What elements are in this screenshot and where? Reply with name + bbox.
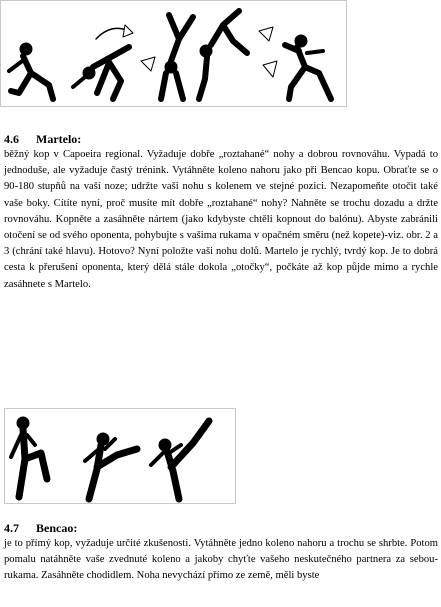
bencao-illustration <box>4 408 236 504</box>
section-heading-bencao <box>4 521 77 536</box>
martelo-illustration <box>0 0 347 107</box>
martelo-sequence-image <box>1 1 346 106</box>
section-text-bencao: je to přímý kop, vyžaduje určité zkušenosti. Vytáhněte jedno koleno nahoru a trochu se shrbte. Potom pomalu natáhněte vaše zvednuté koleno a jakoby chyťte vašeho neskutečného partnera za sebou-rukama. Zasáhněte chodidlem. Noha nevychází přímo ze země, měli byste <box>4 538 438 582</box>
section-heading-martelo <box>4 132 81 147</box>
section-number: 4.7 <box>4 521 19 535</box>
section-number: 4.6 <box>4 132 19 146</box>
section-text-martelo: běžný kop v Capoeira regional. Vyžaduje dobře „roztahané“ nohy a dobrou rovnováhu. Vypadá to jednoduše, ale vyžaduje častý trénink. Vytáhněte koleno nahoru jako při Bencao kopu. Obraťte se o 90-180 stupňů na vaší noze; udržte vaši nohu s kolenem ve stejné pozici. Nezapomeňte otočit také vaše boky. Cítíte nyní, proč musíte mít dobře „roztahané“ nohy? Nahněte se trochu dozadu a držte rovnováhu. Kopněte a zasáhněte nártem (jako kdybyste chtěli kopnout do balónu). Abyste zabránili otočení se od svého oponenta, pohybujte s vašima rukama v opačném směru (než kopete)-viz. obr. 2 a 3 (chrání také hlavu). Hotovo? Nyní položte vaši nohu dolů. Martelo je rychlý, tvrdý kop. Je to dobrá cesta k přerušení oponenta, který dělá stále dokola „otočky“, počkáte až kop půjde mimo a rychle zasáhnete s Martelo. <box>4 149 438 290</box>
section-title: Martelo: <box>36 132 82 146</box>
bencao-sequence-image <box>5 409 235 503</box>
section-title: Bencao: <box>36 521 78 535</box>
